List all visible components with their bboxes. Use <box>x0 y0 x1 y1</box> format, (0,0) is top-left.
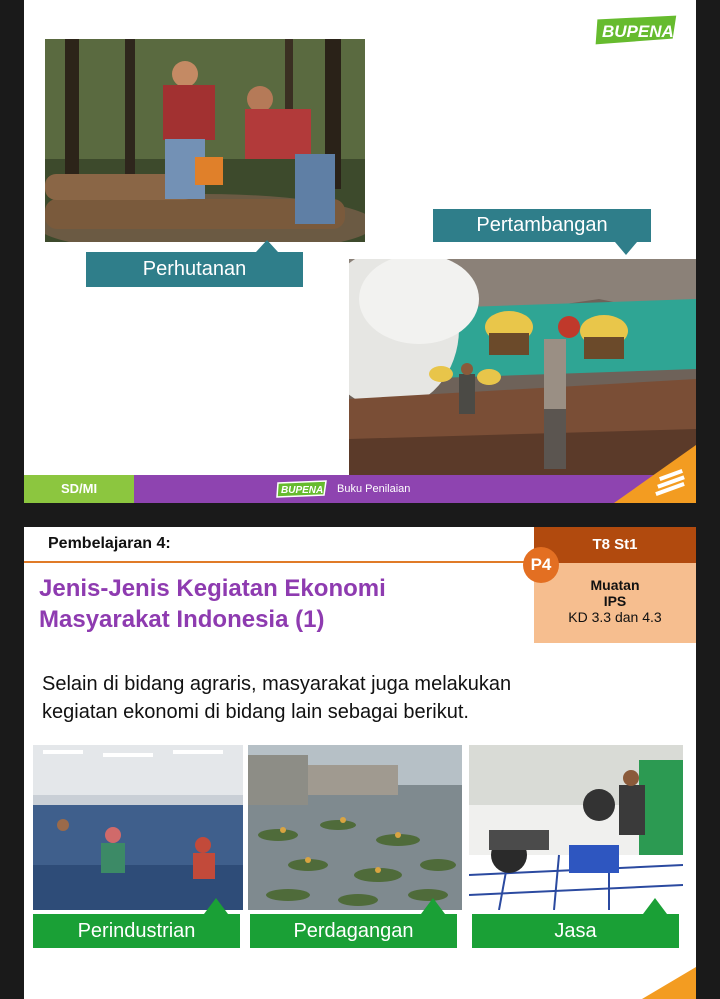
corner-graphic <box>636 967 696 999</box>
mining-photo <box>349 259 696 475</box>
mining-callout-label: Pertambangan <box>476 214 608 236</box>
lesson-badge: P4 <box>523 547 559 583</box>
books-corner-graphic <box>604 445 696 503</box>
bupena-logo <box>590 10 682 50</box>
forestry-callout <box>86 252 303 287</box>
bupena-logo-text: BUPENA <box>602 22 674 41</box>
footer-logo-text: BUPENA <box>281 485 324 496</box>
slide-bottom <box>24 527 696 999</box>
mining-callout <box>433 209 651 242</box>
card-label-trade-text: Perdagangan <box>293 920 414 942</box>
muatan-box <box>534 563 696 643</box>
industry-photo <box>33 745 243 910</box>
card-label-industry <box>33 914 240 948</box>
forestry-callout-label: Perhutanan <box>142 258 247 280</box>
trade-photo <box>248 745 462 910</box>
card-label-service <box>472 914 679 948</box>
card-label-service-pointer <box>643 898 667 914</box>
page-title-line1: Jenis-Jenis Kegiatan Ekonomi <box>39 575 386 602</box>
muatan-subject: IPS <box>603 593 627 609</box>
page-title-line2: Masyarakat Indonesia (1) <box>39 606 325 633</box>
forestry-photo <box>45 39 365 242</box>
mining-callout-pointer <box>615 242 637 255</box>
book-label: Buku Penilaian <box>337 483 411 495</box>
muatan-kd: KD 3.3 dan 4.3 <box>568 609 662 625</box>
card-label-industry-pointer <box>204 898 228 914</box>
description-line2: kegiatan ekonomi di bidang lain sebagai berikut. <box>42 701 469 723</box>
footer-logo <box>276 479 328 499</box>
card-label-industry-text: Perindustrian <box>77 920 196 942</box>
card-label-trade-pointer <box>421 898 445 914</box>
description <box>42 670 642 726</box>
muatan-title: Muatan <box>590 577 640 593</box>
level-label: SD/MI <box>24 475 134 503</box>
card-label-service-text: Jasa <box>554 920 597 942</box>
page-title <box>39 573 519 635</box>
description-line1: Selain di bidang agraris, masyarakat juga melakukan <box>42 673 512 695</box>
theme-tag: T8 St1 <box>534 527 696 563</box>
lesson-label: Pembelajaran 4: <box>48 535 171 552</box>
service-photo <box>469 745 683 910</box>
card-label-trade <box>250 914 457 948</box>
slide-footer <box>24 475 696 503</box>
slide-top <box>24 0 696 503</box>
forestry-callout-pointer <box>256 240 278 252</box>
header-underline <box>24 561 534 563</box>
